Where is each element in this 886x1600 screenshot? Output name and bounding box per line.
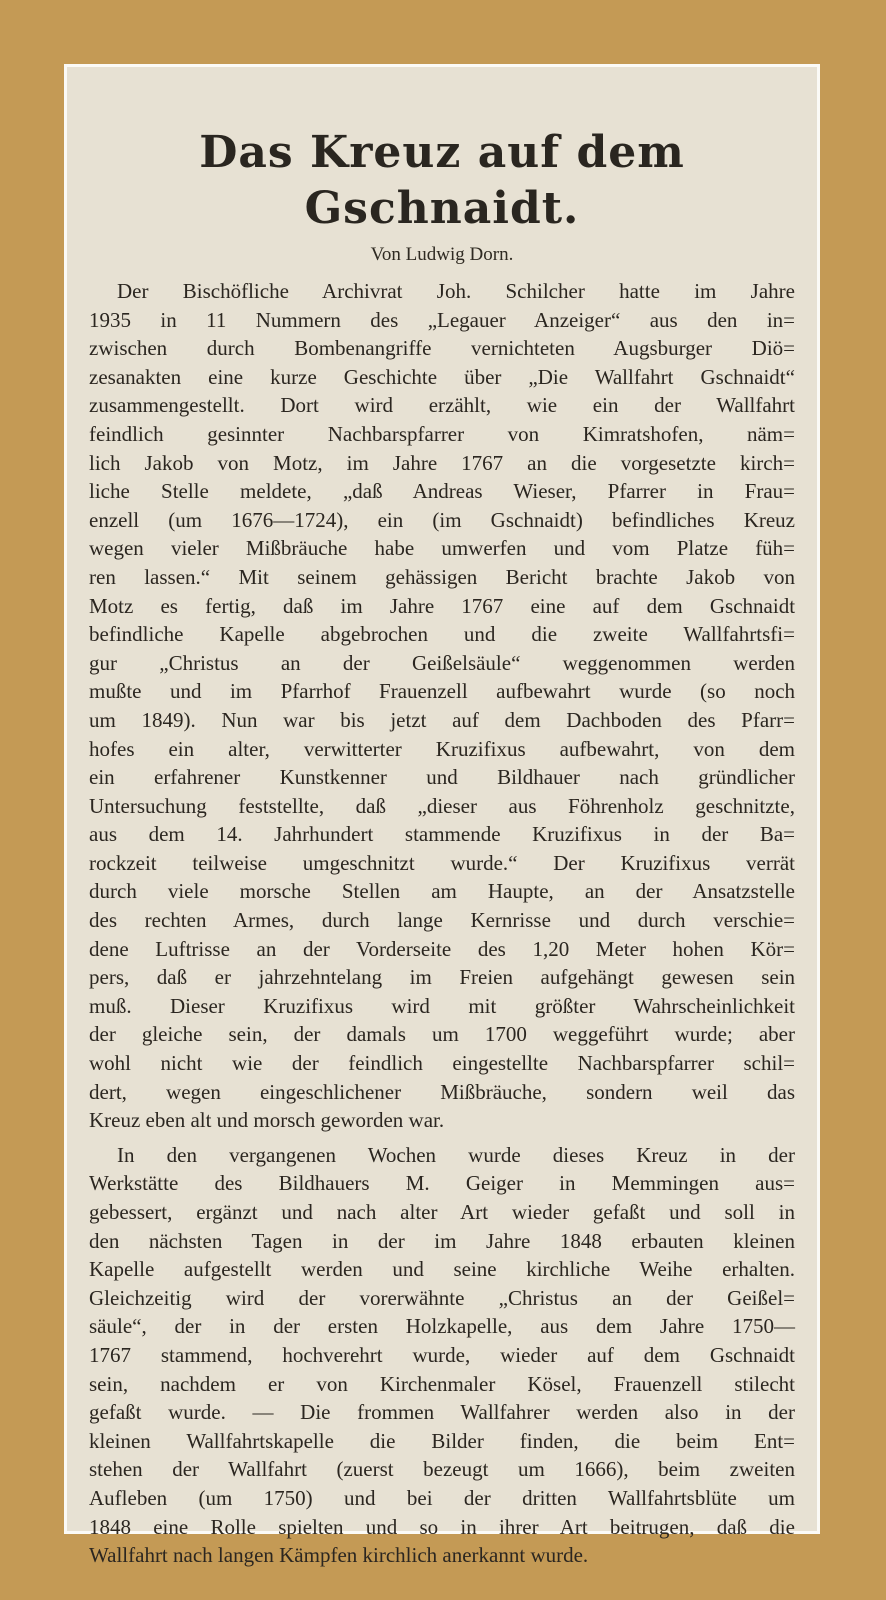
text-line: Gleichzeitig wird der vorerwähnte „Christus an der Geißel=: [89, 1285, 795, 1310]
text-line: der gleiche sein, der damals um 1700 weggeführt wurde; aber: [89, 1022, 796, 1047]
text-line: Werkstätte des Bildhauers M. Geiger in Memmingen aus=: [89, 1171, 795, 1196]
text-line: sein, nachdem er von Kirchenmaler Kösel, Frauenzell stilecht: [89, 1371, 795, 1396]
text-line: Kapelle aufgestellt werden und seine kirchliche Weihe erhalten.: [89, 1257, 795, 1282]
text-line: 1935 in 11 Nummern des „Legauer Anzeiger“ aus den in=: [89, 307, 796, 332]
text-line: säule“, der in der ersten Holzkapelle, aus dem Jahre 1750—: [89, 1314, 796, 1339]
article-paragraph-2: [89, 1141, 795, 1570]
text-line: In den vergangenen Wochen wurde dieses Kreuz in der: [117, 1142, 795, 1167]
text-line: enzell (um 1676—1724), ein (im Gschnaidt) befindliches Kreuz: [89, 507, 796, 532]
text-line: wegen vieler Mißbräuche habe umwerfen und vom Platze füh=: [89, 536, 796, 561]
text-line: zusammengestellt. Dort wird erzählt, wie ein der Wallfahrt: [89, 393, 796, 418]
article-paragraph-1: [89, 277, 795, 1135]
text-line: pers, daß er jahrzehntelang im Freien aufgehängt gewesen sein: [89, 965, 796, 990]
text-line: durch viele morsche Stellen am Haupte, an der Ansatzstelle: [89, 879, 795, 904]
text-line: den nächsten Tagen in der im Jahre 1848 erbauten kleinen: [89, 1228, 795, 1253]
text-line: um 1849). Nun war bis jetzt auf dem Dachboden des Pfarr=: [89, 707, 795, 732]
text-line: stehen der Wallfahrt (zuerst bezeugt um 1666), beim zweiten: [89, 1457, 795, 1482]
text-line: kleinen Wallfahrtskapelle die Bilder finden, die beim Ent=: [89, 1428, 795, 1453]
text-line: mußte und im Pfarrhof Frauenzell aufbewahrt wurde (so noch: [89, 679, 796, 704]
text-line: gur „Christus an der Geißelsäule“ weggenommen werden: [89, 650, 796, 675]
text-line: hofes ein alter, verwitterter Kruzifixus aufbewahrt, von dem: [89, 736, 795, 761]
text-line: zesanakten eine kurze Geschichte über „Die Wallfahrt Gschnaidt“: [89, 364, 795, 389]
text-line: befindliche Kapelle abgebrochen und die zweite Wallfahrtsfi=: [89, 622, 795, 647]
text-line: feindlich gesinnter Nachbarspfarrer von Kimratshofen, näm=: [89, 421, 795, 446]
text-line: muß. Dieser Kruzifixus wird mit größter Wahrscheinlichkeit: [89, 993, 796, 1018]
article-byline: Von Ludwig Dorn.: [370, 244, 514, 265]
newspaper-clipping: [89, 125, 795, 1570]
text-line: lich Jakob von Motz, im Jahre 1767 an die vorgesetzte kirch=: [89, 450, 795, 475]
text-line: Wallfahrt nach langen Kämpfen kirchlich anerkannt wurde.: [89, 1543, 589, 1568]
article-title: Das Kreuz auf dem Gschnaidt.: [199, 127, 685, 234]
text-line: liche Stelle meldete, „daß Andreas Wieser, Pfarrer in Frau=: [89, 479, 796, 504]
text-line: gefaßt wurde. — Die frommen Wallfahrer werden also in der: [89, 1400, 795, 1425]
text-line: wohl nicht wie der feindlich eingestellte Nachbarspfarrer schil=: [89, 1051, 796, 1076]
text-line: Motz es fertig, daß im Jahre 1767 eine auf dem Gschnaidt: [89, 593, 796, 618]
text-line: gebessert, ergänzt und nach alter Art wieder gefaßt und soll in: [89, 1200, 795, 1224]
text-line: des rechten Armes, durch lange Kernrisse und durch verschie=: [89, 908, 796, 933]
text-line: Untersuchung feststellte, daß „dieser aus Föhrenholz geschnitzte,: [89, 793, 795, 818]
text-line: 1767 stammend, hochverehrt wurde, wieder auf dem Gschnaidt: [89, 1342, 795, 1367]
text-line: aus dem 14. Jahrhundert stammende Kruzifixus in der Ba=: [89, 822, 796, 847]
text-line: 1848 eine Rolle spielten und so in ihrer Art beitrugen, daß die: [89, 1514, 795, 1539]
text-line: rockzeit teilweise umgeschnitzt wurde.“ Der Kruzifixus verrät: [89, 850, 795, 875]
text-line: Aufleben (um 1750) und bei der dritten Wallfahrtsblüte um: [89, 1485, 796, 1510]
text-line: Der Bischöfliche Archivrat Joh. Schilcher hatte im Jahre: [117, 279, 795, 303]
text-line: zwischen durch Bombenangriffe vernichteten Augsburger Diö=: [89, 336, 796, 361]
text-line: dene Luftrisse an der Vorderseite des 1,20 Meter hohen Kör=: [89, 936, 795, 961]
newspaper-clipping-frame: [64, 64, 820, 1568]
text-line: ren lassen.“ Mit seinem gehässigen Bericht brachte Jakob von: [89, 564, 795, 589]
text-line: Kreuz eben alt und morsch geworden war.: [89, 1108, 445, 1133]
text-line: ein erfahrener Kunstkenner und Bildhauer nach gründlicher: [89, 765, 796, 790]
text-line: dert, wegen eingeschlichener Mißbräuche, sondern weil das: [89, 1079, 795, 1104]
